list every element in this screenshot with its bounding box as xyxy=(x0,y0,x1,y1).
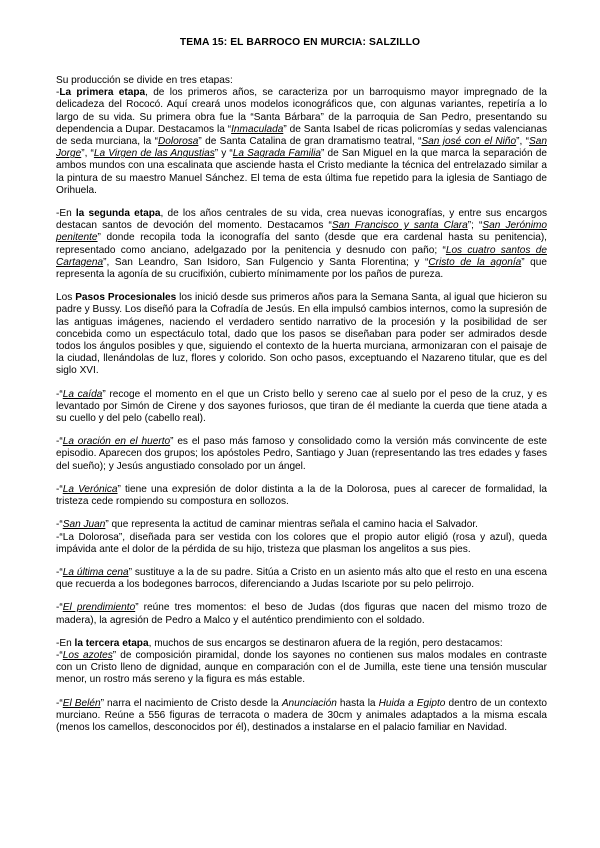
paragraph-ultima-cena: -“La última cena” sustituye a la de su padre. Sitúa a Cristo en un asiento más alto que el resto en una escena que recuerda a los bodegones barrocos, diferenciando a Judas Iscariote por su pelo pelirrojo. xyxy=(56,566,547,591)
work-cristo-agonia: Cristo de la agonía xyxy=(428,256,522,268)
work-anunciacion: Anunciación xyxy=(281,697,337,709)
work-san-jeronimo: San Jerónimo penitente xyxy=(56,220,547,244)
document-body xyxy=(56,75,547,745)
paragraph-primera-etapa: -La primera etapa, de los primeros años, se caracteriza por un barroquismo mayor impregnado de la delicadeza del Rococó. Aquí creará unos modelos iconográficos que, con algunas variantes, repetiría a lo largo de su vida. Su primera obra fue la “Santa Bárbara” de la parroquia de San Pedro, presentando su dependencia a Dupar. Destacamos la “Inmaculada” de Santa Isabel de ricas policromías y sedas valencianas de seda murciana, la “Dolorosa” de Santa Catalina de gran dramatismo teatral, “San josé con el Niño”, “San Jorge”, “La Virgen de las Angustias” y “La Sagrada Familia” de San Miguel en la que marca la separación de ambos mundos con una escalinata que asciende hasta el Cristo mediante la técnica del entrelazado similar a la pintura de su maestro Manuel Sánchez. El tema de esta última fue repetido para la iglesia de Santiago de Orihuela. xyxy=(56,87,547,196)
paragraph-la-dolorosa: -“La Dolorosa”, diseñada para ser vestida con los colores que el propio autor eligió (rosa y azul), queda impávida ante el dolor de la pérdida de su hijo, tristeza que plasman los angelitos a sus pies. xyxy=(56,531,547,555)
heading-tercera-etapa: la tercera etapa xyxy=(74,637,149,649)
paragraph-pasos: Los Pasos Procesionales los inició desde sus primeros años para la Semana Santa, al igual que hicieron su padre y Bussy. Los diseñó para la Cofradía de Jesús. En ella impulsó cambios internos, como la supresión de las antiguas imágenes, naciendo el verdadero sentido narrativo de la procesión y la posibilidad de ser concebida como un espectáculo total, dado que los pasos se diseñaban para poder ser admirados desde todos los ángulos posibles y que, siguiendo el contexto de la huerta murciana, armonizaran con el paisaje de la ciudad, llenándolas de luz, flores y colorido. Son ocho pasos, exceptuando el Nazareno titular, que es del siglo XVI. xyxy=(56,292,547,377)
paragraph-tercera-etapa: -En la tercera etapa, muchos de sus encargos se destinaron afuera de la región, pero destacamos: xyxy=(56,637,503,649)
work-dolorosa: Dolorosa xyxy=(158,136,199,148)
paragraph-azotes: -“Los azotes” de composición piramidal, donde los sayones no contienen sus malos modales en contraste con un Cristo lleno de dignidad, aunque en comparación con el de Jumilla, este tiene una tensión muscular menor, un rostro más sereno y la figura es más estable. xyxy=(56,649,547,686)
work-los-azotes: Los azotes xyxy=(62,649,113,661)
work-san-juan: San Juan xyxy=(62,519,106,531)
heading-segunda-etapa: la segunda etapa xyxy=(75,208,161,220)
work-veronica: La Verónica xyxy=(62,483,118,495)
work-inmaculada: Inmaculada xyxy=(231,123,284,135)
paragraph-oracion: -“La oración en el huerto” es el paso más famoso y consolidado como la versión más convincente de este episodio. Aparecen dos grupos; los apóstoles Pedro, Santiago y Juan (representando las tres edades y fases del sueño); y Jesús angustiado consolado por un ángel. xyxy=(56,436,547,472)
paragraph-caida: -“La caída” recoge el momento en el que un Cristo bello y sereno cae al suelo por el peso de la cruz, y es levantado por Simón de Cirene y dos sayones furiosos, que tiran de él mediante la cuerda que tiene atada a su cuello y del pelo (cabello real). xyxy=(56,388,547,425)
work-san-jorge: San Jorge xyxy=(56,136,547,160)
work-cuatro-santos: Los cuatro santos de Cartagena xyxy=(56,244,547,268)
page-title: TEMA 15: EL BARROCO EN MURCIA: SALZILLO xyxy=(179,37,421,48)
work-ultima-cena: La última cena xyxy=(62,566,129,578)
heading-primera-etapa: La primera etapa xyxy=(59,87,146,99)
paragraph-segunda-etapa: -En la segunda etapa, de los años centrales de su vida, crea nuevas iconografías, y entre sus encargos destacan santos de devoción del momento. Destacamos “San Francisco y santa Clara”; “San Jerónimo penitente” donde recopila toda la iconografía del santo (desde que era cardenal hasta su penitencia), representado como anciano, adelgazado por la penitencia y desnudo con paño; “Los cuatro santos de Cartagena”, San Leandro, San Isidoro, San Fulgencio y Santa Florentina; y “Cristo de la agonía” que representa la agonía de su crucifixión, cubierto mínimamente por los paños de pureza. xyxy=(56,208,548,281)
paragraph-san-juan: -“San Juan” que representa la actitud de caminar mientras señala el camino hacia el Salvador. xyxy=(56,519,478,531)
paragraph-prendimiento: -“El prendimiento” reúne tres momentos: el beso de Judas (dos figuras que nacen del mismo trozo de madera), la agresión de Pedro a Malco y el auténtico prendimiento con el soldado. xyxy=(56,602,547,626)
intro-line: Su producción se divide en tres etapas: xyxy=(56,75,233,86)
work-el-belen: El Belén xyxy=(62,697,101,709)
paragraph-belen: -“El Belén” narra el nacimiento de Cristo desde la Anunciación hasta la Huida a Egipto dentro de un contexto murciano. Reúne a 556 figuras de terracota o madera de 30cm y animales adaptados a la misma escala (menos los camellos, desconocidos por él), destinados a instalarse en el palacio familiar en Navidad. xyxy=(56,697,547,733)
work-prendimiento: El prendimiento xyxy=(62,602,136,614)
work-la-caida: La caída xyxy=(62,388,103,400)
paragraph-veronica: -“La Verónica” tiene una expresión de dolor distinta a la de la Dolorosa, pues al carecer de formalidad, la tristeza cede rompiendo su compostura en sollozos. xyxy=(56,483,547,508)
work-huida-egipto: Huida a Egipto xyxy=(378,697,446,709)
work-oracion-huerto: La oración en el huerto xyxy=(62,436,171,448)
work-san-francisco: San Francisco y santa Clara xyxy=(331,220,468,232)
work-angustias: La Virgen de las Angustias xyxy=(93,148,215,160)
heading-pasos: Pasos Procesionales xyxy=(75,292,177,304)
work-sagrada-familia: La Sagrada Familia xyxy=(232,148,321,160)
work-san-jose: San josé con el Niño xyxy=(421,136,517,148)
